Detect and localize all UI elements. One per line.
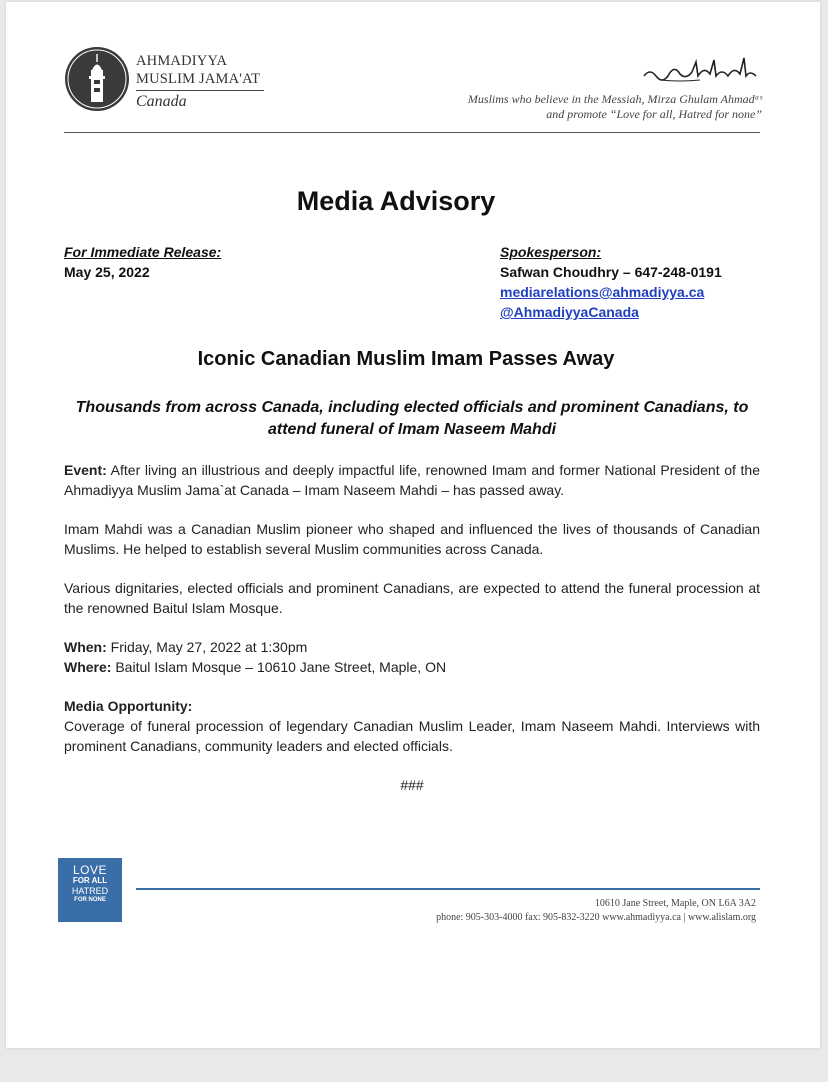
media-opportunity-label: Media Opportunity: (64, 698, 193, 714)
document-page (6, 2, 820, 1048)
spokesperson-block (500, 242, 722, 322)
where-line (64, 657, 760, 677)
event-text: After living an illustrious and deeply impactful life, renowned Imam and former National President of the Ahmadiyya Muslim Jama`at Canada – Imam Naseem Mahdi – has passed away. (64, 462, 760, 498)
tagline (402, 92, 762, 122)
badge-line2: FOR ALL (72, 876, 108, 885)
when-label: When: (64, 639, 107, 655)
love-for-all-badge (58, 858, 122, 922)
pioneer-paragraph: Imam Mahdi was a Canadian Muslim pioneer who shaped and influenced the lives of thousands of Canadian Muslims. He helped to establish several Muslim communities across Canada. (64, 521, 760, 557)
arabic-calligraphy-icon (640, 54, 760, 84)
social-handle-link[interactable]: @AhmadiyyaCanada (500, 304, 639, 320)
footer-address: 10610 Jane Street, Maple, ON L6A 3A2 (594, 898, 756, 909)
release-date: May 25, 2022 (64, 264, 150, 280)
where-text: Baitul Islam Mosque – 10610 Jane Street, Maple, ON (115, 659, 447, 675)
org-name-line1: AHMADIYYA (136, 53, 228, 69)
advisory-body (64, 460, 760, 795)
when-line (64, 637, 760, 657)
minaret-logo-icon (64, 46, 130, 112)
badge-line3: HATRED (71, 886, 109, 896)
org-divider (136, 90, 264, 91)
header-divider (64, 132, 760, 133)
badge-line1: LOVE (72, 863, 107, 877)
headline: Iconic Canadian Muslim Imam Passes Away (197, 348, 615, 370)
event-label: Event: (64, 462, 107, 478)
when-text: Friday, May 27, 2022 at 1:30pm (110, 639, 308, 655)
release-block (64, 242, 221, 282)
spokesperson-name-phone: Safwan Choudhry – 647-248-0191 (500, 264, 722, 280)
event-paragraph (64, 460, 760, 500)
media-opportunity-text: Coverage of funeral procession of legendary Canadian Muslim Leader, Imam Naseem Mahdi. Interviews with prominent Canadians, community leaders and elected officials. (64, 718, 760, 754)
footer-divider (136, 888, 760, 890)
org-name-line2: MUSLIM JAMA'AT (136, 71, 261, 87)
tagline-line1: Muslims who believe in the Messiah, Mirza Ghulam Ahmadᵃˢ (467, 92, 762, 106)
dignitaries-paragraph: Various dignitaries, elected officials and prominent Canadians, are expected to attend the funeral procession at the renowned Baitul Islam Mosque. (64, 580, 760, 616)
badge-line4: FOR NONE (74, 897, 106, 903)
subheadline: Thousands from across Canada, including elected officials and prominent Canadians, to attend funeral of Imam Naseem Mahdi (75, 399, 749, 438)
org-country: Canada (136, 93, 187, 110)
organization-name (136, 52, 264, 111)
release-label: For Immediate Release: (64, 244, 222, 260)
spokesperson-label: Spokesperson: (500, 244, 602, 260)
media-email-link[interactable]: mediarelations@ahmadiyya.ca (500, 284, 705, 300)
where-label: Where: (64, 659, 112, 675)
footer-contact: phone: 905-303-4000 fax: 905-832-3220 www.ahmadiyya.ca | www.alislam.org (436, 912, 756, 923)
end-mark: ### (400, 777, 424, 793)
document-title: Media Advisory (296, 186, 496, 216)
tagline-line2: and promote “Love for all, Hatred for none” (546, 107, 762, 121)
